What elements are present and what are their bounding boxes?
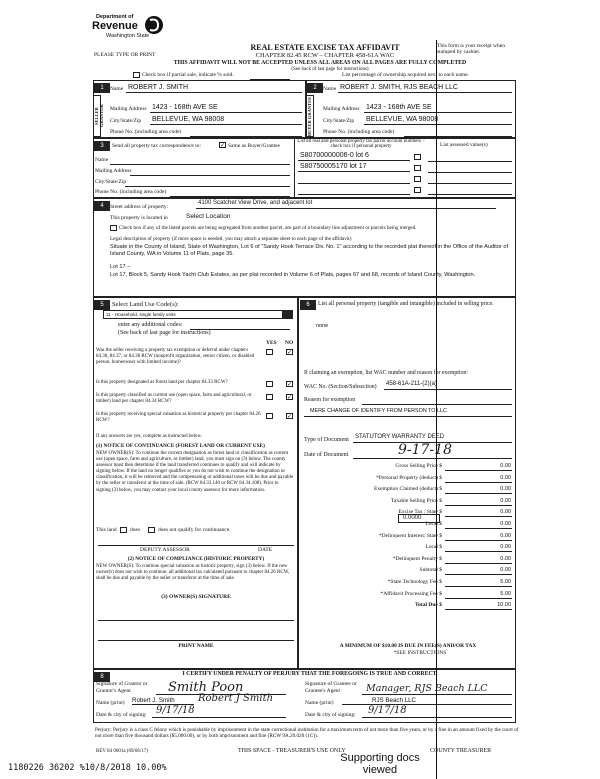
owner-signature-line[interactable] — [98, 620, 294, 621]
assessed-line-2[interactable] — [428, 172, 512, 173]
amount-value: 0.00 — [500, 521, 511, 527]
reason-value: MERE CHANGE OF IDENTIFY FROM PERSON TO LLC — [310, 408, 447, 414]
yes-header: YES — [266, 340, 277, 346]
amount-label: *Delinquent Penalty $ — [392, 555, 442, 562]
street-label: Street address of property: — [110, 204, 169, 210]
parcel-2-personal-checkbox[interactable] — [414, 165, 421, 171]
seller-name-label: Name — [110, 86, 124, 92]
buyer-city-field[interactable] — [364, 115, 512, 125]
seller-name-field[interactable] — [126, 83, 302, 93]
amount-value: 5.00 — [500, 579, 511, 585]
located-label: This property is located in — [110, 215, 168, 221]
parcel-4-personal-checkbox[interactable] — [414, 187, 421, 193]
section-4-number: 4 — [94, 201, 110, 211]
assessed-line-4[interactable] — [428, 194, 512, 195]
form-warning: THIS AFFIDAVIT WILL NOT BE ACCEPTED UNLESS ALL AREAS ON ALL PAGES ARE FULLY COMPLETED — [173, 60, 467, 66]
this-land-label: This land — [96, 527, 117, 533]
doc-date-field[interactable] — [353, 442, 512, 459]
land-use-select[interactable] — [103, 310, 293, 319]
grantee-sig-line[interactable] — [362, 694, 512, 695]
q4-no-checkbox[interactable]: ✓ — [287, 413, 293, 420]
amount-value: 0.00 — [500, 555, 511, 562]
buyer-phone-line[interactable] — [404, 136, 512, 137]
parcel-header: List all real and personal property tax parcel account numbers – check box if personal property — [297, 139, 425, 149]
wac-label: WAC No. (Section/Subsection) — [304, 384, 377, 390]
minimum-note: A MINIMUM OF $10.00 IS DUE IN FEE(S) AND/OR TAX — [339, 643, 477, 649]
tax-mailing-label: Mailing Address — [95, 168, 132, 174]
does-not-label: does not qualify for continuance. — [158, 527, 231, 533]
land-use-label: Select Land Use Code(s): — [112, 301, 179, 308]
parcel-1: S80700000006-0 lot 6 — [300, 152, 369, 159]
buyer-mailing-label: Mailing Address — [323, 106, 360, 112]
assessed-line-3[interactable] — [428, 183, 512, 184]
reason-label: Reason for exemption — [304, 397, 356, 403]
wac-number: 458-61A-211-(2)(a) — [386, 381, 437, 387]
does-label: does — [130, 527, 141, 533]
doc-date-label: Date of Document — [304, 452, 349, 458]
buyer-name-label: Name — [323, 86, 337, 92]
notice-compliance-body: NEW OWNER(S): To continue special valuation as historic property, sign (3) below. If the new owner(s) does not wish to continue, all additional tax calculated pursuant to chapter 84.26 RCW, shall be due and payable by the seller or transferor at the time of sale. — [96, 564, 290, 582]
notice-continuance-body: NEW OWNER(S): To continue the current designation as forest land or classification as current use (open space, farm and agriculture, or timber) land, you must sign on (3) below. The county assessor must then determine if the land transferred continues to qualify and will indicate by signing below. If the land no longer qualifies or you do not wish to continue the designation or classification, it will be removed and the compensating or additional taxes will be due and payable by the seller or transferor at the time of sale. (RCW 84.33.140 or RCW 84.34.108). Prior to signing (3) below, you may contact your local county assessor for more information. — [96, 451, 294, 493]
seller-grantor-label: SELLER GRANTOR — [93, 95, 101, 137]
dor-logo — [92, 14, 178, 44]
seller-phone-line[interactable] — [190, 136, 302, 137]
county-treasurer: COUNTY TREASURER — [430, 748, 492, 754]
grantee-signature: Manager, RJS Beach LLC — [366, 683, 488, 694]
section-8-number: 8 — [94, 672, 110, 682]
amount-value: 0.00 — [500, 532, 511, 539]
form-chapter: CHAPTER 82.45 RCW – CHAPTER 458-61A WAC — [255, 52, 395, 59]
buyer-grantee-label: BUYER GRANTEE — [307, 96, 312, 136]
grantee-name: RJS Beach LLC — [372, 697, 417, 704]
legal-description-2: Lot 17, Block 5, Sandy Hook Yacht Club Estates, as per plat recorded in Volume 6 of Plats, pages 67 and 68, records of Island County, Washington. — [110, 272, 476, 278]
question-exemption: Was the seller receiving a property tax exemption or deferral under chapters 84.36, 84.37, or 84.38 RCW (nonprofit organization, senior citizen, or disabled person, homeowner with limited income)? — [96, 348, 255, 365]
amount-label: Local $ — [425, 544, 442, 551]
seller-city: BELLEVUE, WA 98008 — [152, 116, 225, 123]
doc-type-label: Type of Document — [304, 437, 349, 443]
buyer-mailing: 1423 - 168th AVE SE — [366, 104, 432, 111]
doc-date: 9-17-18 — [398, 442, 452, 458]
revision-code: REV 84 0001a (09/06/17) — [96, 749, 148, 754]
street-field[interactable] — [196, 200, 496, 209]
notice-compliance-title: (2) NOTICE OF COMPLIANCE (HISTORIC PROPERTY) — [127, 556, 265, 562]
assessed-line-1[interactable] — [428, 161, 512, 162]
perjury-statement: Perjury: Perjury is a class C felony which is punishable by imprisonment in the state correctional institution for a maximum term of not more than five years, or by a fine in an amount fixed by the court of not more than five thousand dollars ($5,000.00), or by both imprisonment and fine (RCW 9A.20.020 (1C)). — [95, 727, 519, 740]
doc-type: STATUTORY WARRANTY DEED — [355, 434, 445, 440]
reason-line-2[interactable] — [304, 416, 512, 417]
q3-no-checkbox[interactable]: ✓ — [287, 394, 293, 401]
amount-value: 0.00 — [500, 509, 511, 516]
legal-description-2-title: Lot 17 – — [110, 264, 131, 270]
land-use-see-back: (See back of last page for instructions) — [118, 330, 211, 336]
question-current-use: Is this property classified as current use (open space, farm and agricultural, or timber) land per chapter 84.34 RCW? — [96, 393, 252, 404]
grantor-signature: Smith Poon — [168, 680, 244, 695]
grantee-date-field[interactable] — [362, 706, 512, 718]
seller-city-label: City/State/Zip — [110, 118, 142, 124]
tax-name-line[interactable] — [110, 164, 290, 165]
grantor-date-field[interactable] — [152, 706, 286, 718]
form-see-back: (See back of last page for instructions) — [291, 67, 369, 72]
question-forest: Is this property designated as forest land per chapter 84.33 RCW? — [96, 380, 228, 385]
seller-mailing: 1423 - 168th AVE SE — [152, 104, 218, 111]
certify-statement: I CERTIFY UNDER PENALTY OF PERJURY THAT THE FOREGOING IS TRUE AND CORRECT. — [182, 671, 438, 677]
send-correspondence-label: Send all property tax correspondence to: — [112, 143, 202, 149]
amount-label: Excise Tax : State $ — [398, 509, 442, 516]
amount-value: 0.00 — [500, 463, 511, 469]
amount-label: *State Technology Fee $ — [387, 579, 442, 585]
amount-label: *Delinquent Interest: State $ — [378, 532, 442, 539]
segregation-label: Check box if any of the listed parcels are being segregated from another parcel, are part of a boundary line adjustment or parcels being merged. — [119, 225, 417, 231]
amount-label: *Affidavit Processing Fee $ — [380, 590, 442, 597]
section-2-number: 2 — [307, 83, 323, 93]
treasurer-space: THIS SPACE - TREASURER'S USE ONLY — [238, 748, 346, 754]
grantee-name-field[interactable] — [342, 697, 512, 705]
owner-signature-label: (3) OWNER(S) SIGNATURE — [161, 594, 231, 600]
buyer-name: ROBERT J. SMITH, RJS BEACH LLC — [340, 84, 458, 91]
section-5-number: 5 — [94, 300, 110, 310]
seller-mailing-field[interactable] — [150, 103, 302, 113]
legal-description-1: Situate in the County of Island, State of Washington, Lot 6 of "Sandy Hook Terrace Div. No. 1" according to the recorded plat thereof in the Office of the Auditor of Island County, WA in Volume 11 of Plats, page 35. — [110, 244, 509, 257]
q2-yes-checkbox[interactable] — [266, 381, 273, 387]
grantor-name-field[interactable] — [132, 697, 194, 705]
amount-value: 0.00 — [500, 474, 511, 481]
question-historic: Is this property receiving special valuation as historical property per chapter 84.26 RCW? — [96, 412, 261, 423]
partial-sale-checkbox[interactable] — [133, 72, 140, 78]
buyer-city-label: City/State/Zip — [323, 118, 355, 124]
section-3-number: 3 — [94, 141, 110, 151]
grantor-name: Robert J. Smith — [132, 697, 175, 704]
notice-continuance-title: (1) NOTICE OF CONTINUANCE (FOREST LAND OR CURRENT USE) — [96, 443, 265, 449]
q4-yes-checkbox[interactable] — [266, 413, 273, 419]
percentage-owner-label: List percentage of ownership acquired next to each name. — [342, 72, 469, 78]
agency-line1: Department of — [96, 14, 134, 20]
grantee-name-label: Name (print) — [305, 700, 334, 706]
section-6-number: 6 — [300, 300, 316, 310]
parcel-line-3[interactable] — [298, 183, 410, 184]
amount-label: Total Due $ — [415, 602, 442, 609]
amount-value: 0.00 — [500, 497, 511, 504]
seller-mailing-label: Mailing Address — [110, 106, 147, 112]
land-use-dropdown-icon[interactable] — [282, 311, 292, 318]
amount-value: 0.00 — [500, 486, 511, 493]
same-as-buyer-label: Same as Buyer/Grantee — [228, 143, 280, 149]
amount-value: 0.00 — [500, 567, 511, 574]
dor-seal-icon — [144, 14, 164, 36]
section-6 — [298, 297, 516, 669]
if-yes-note: If any answers are yes, complete as instructed below. — [96, 434, 203, 439]
deputy-date-label: DATE — [258, 547, 273, 553]
please-type: PLEASE TYPE OR PRINT — [94, 52, 156, 58]
amount-label: Taxable Selling Price $ — [390, 497, 442, 504]
print-name-label: PRINT NAME — [178, 643, 214, 649]
amount-value: 0.00 — [500, 544, 511, 551]
exemption-claim-label: If claiming an exemption, list WAC number and reason for exemption: — [304, 370, 468, 376]
parcel-1-personal-checkbox[interactable] — [414, 154, 421, 160]
see-instructions: *SEE INSTRUCTIONS — [393, 650, 447, 656]
supporting-docs-note: Supporting docs viewed — [340, 752, 420, 776]
seller-city-field[interactable] — [150, 115, 302, 125]
deputy-line[interactable] — [98, 545, 294, 546]
assessed-header: List assessed value(s) — [440, 142, 488, 148]
amount-label: Exemption Claimed (deduct) $ — [374, 486, 442, 493]
q3-yes-checkbox[interactable] — [266, 394, 273, 400]
grantor-name-label: Name (print) — [96, 700, 125, 706]
legal-label: Legal description of property (if more space is needed, you may attach a separate sheet to each page of the affidavit) — [110, 236, 352, 242]
grantor-date: 9/17/18 — [156, 705, 195, 716]
personal-property-label: List all personal property (tangible and intangible) included in selling price. — [318, 301, 494, 307]
parcel-field-2[interactable] — [298, 163, 410, 172]
buyer-city: BELLEVUE, WA 98008 — [366, 116, 439, 123]
seller-phone-label: Phone No. (including area code) — [110, 129, 182, 135]
wac-field[interactable] — [384, 381, 512, 390]
scan-edge-line — [436, 40, 437, 779]
section3-divider — [294, 138, 295, 198]
grantee-sig-label: Signature of Grantee or Grantee's Agent — [305, 681, 357, 694]
tax-city-label: City/State/Zip — [95, 179, 127, 185]
does-checkbox[interactable] — [120, 527, 127, 533]
recording-stamp: 1180226 36202 %10/8/2018 10.00% — [8, 763, 167, 773]
amount-value: 10.00 — [497, 602, 511, 609]
section-1-number: 1 — [94, 83, 110, 93]
grantor-sig-label: Signature of Grantor or Grantor's Agent — [96, 681, 148, 694]
reason-line[interactable] — [362, 404, 512, 405]
agency-line3: Washington State — [106, 33, 150, 39]
no-header: NO — [285, 340, 294, 346]
personal-property-value: none — [316, 323, 329, 329]
amount-value: 5.00 — [500, 590, 511, 597]
grantor-name-handwritten: Robert J Smith — [198, 693, 274, 704]
amount-label: *Personal Property (deduct) $ — [376, 474, 442, 481]
seller-name: ROBERT J. SMITH — [128, 84, 189, 91]
form-title: REAL ESTATE EXCISE TAX AFFIDAVIT — [250, 43, 400, 52]
partial-sale-label: Check box if partial sale, indicate % sold. — [142, 72, 234, 78]
parcel-field-1[interactable] — [298, 152, 410, 161]
tax-phone-line[interactable] — [170, 196, 290, 197]
tax-city-line[interactable] — [125, 186, 290, 187]
parcel-line-4[interactable] — [298, 194, 410, 195]
buyer-mailing-field[interactable] — [364, 103, 512, 113]
parcel-2: S80750005170 lot 17 — [300, 163, 367, 170]
does-not-checkbox[interactable] — [148, 527, 155, 533]
same-as-buyer-checkbox[interactable]: ✓ — [220, 142, 226, 149]
tax-mailing-line[interactable] — [130, 175, 290, 176]
street: 4100 Scatchet View Drive, and adjacent lot — [198, 200, 313, 206]
tax-phone-label: Phone No. (including area code) — [95, 189, 167, 195]
local-rate-box[interactable] — [398, 514, 440, 523]
amount-label: Local $ — [425, 521, 442, 527]
amount-label: Subtotal $ — [419, 567, 442, 574]
tax-name-label: Name — [95, 157, 109, 163]
deputy-assessor-label: DEPUTY ASSESSOR — [140, 547, 190, 553]
parcel-3-personal-checkbox[interactable] — [414, 176, 421, 182]
buyer-name-field[interactable] — [338, 83, 512, 93]
segregation-checkbox[interactable] — [110, 225, 117, 231]
local-rate: 0.0000 — [403, 515, 422, 521]
print-name-line[interactable] — [98, 640, 294, 641]
buyer-phone-label: Phone No. (including area code) — [323, 129, 395, 135]
q1-yes-checkbox[interactable] — [266, 349, 273, 355]
q1-no-checkbox[interactable]: ✓ — [287, 349, 293, 356]
agency-line2: Revenue — [92, 20, 138, 32]
q2-no-checkbox[interactable]: ✓ — [287, 381, 293, 388]
grantor-date-label: Date & city of signing: — [96, 712, 147, 718]
land-use-value: 11 - Household, single family units — [106, 312, 176, 317]
grantee-date: 9/17/18 — [368, 705, 407, 716]
grantee-date-label: Date & city of signing: — [305, 712, 356, 718]
receipt-note: This form is your receipt when stamped by cashier. — [437, 43, 505, 55]
additional-codes-label: enter any additional codes: — [118, 322, 183, 328]
location-select[interactable]: Select Location — [186, 213, 231, 220]
amount-label: Gross Selling Price $ — [395, 463, 442, 469]
